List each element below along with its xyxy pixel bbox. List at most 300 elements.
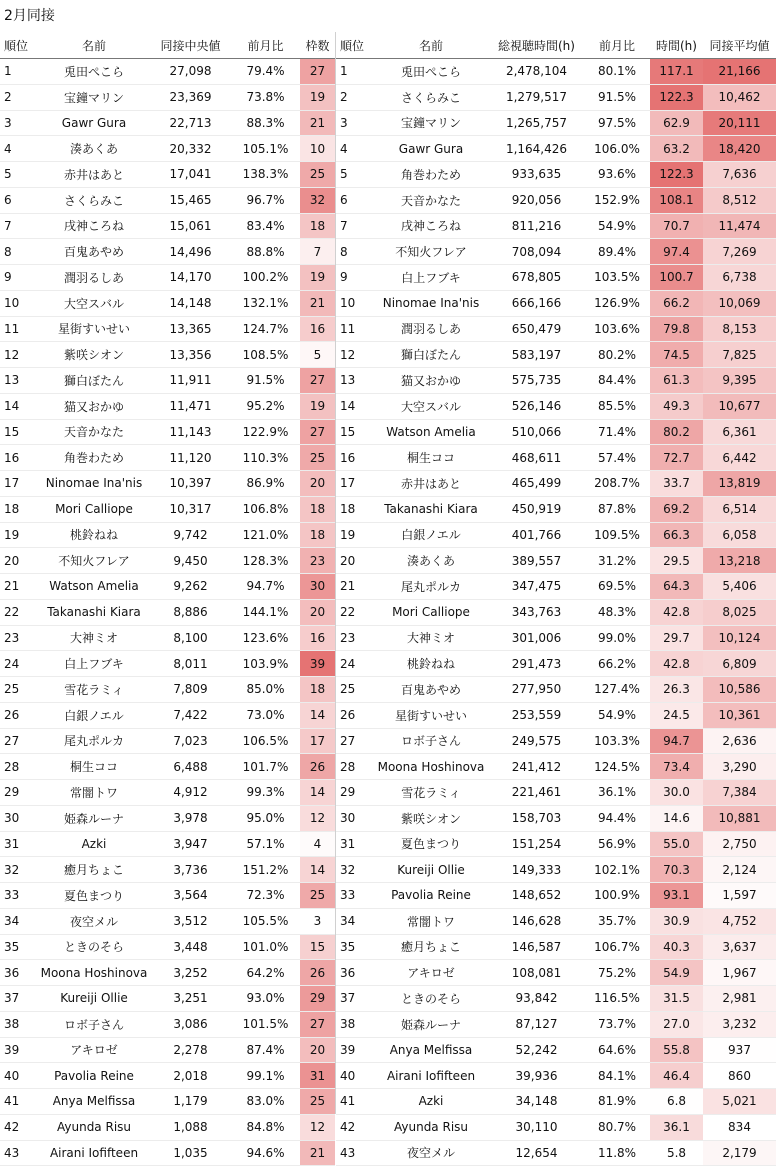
stream-hours-cell: 80.2 xyxy=(650,419,703,445)
table-row xyxy=(0,857,335,883)
name-cell: さくらみこ xyxy=(38,187,150,213)
median-viewers-cell: 1,088 xyxy=(150,1114,231,1140)
month-over-month-cell: 35.7% xyxy=(584,908,650,934)
name-cell: 桃鈴ねね xyxy=(373,651,489,677)
rank-cell: 9 xyxy=(0,265,38,291)
month-over-month-cell: 73.7% xyxy=(584,1011,650,1037)
median-viewers-cell: 14,496 xyxy=(150,239,231,265)
rank-cell: 22 xyxy=(0,599,38,625)
rank-cell: 15 xyxy=(336,419,373,445)
median-viewers-cell: 11,471 xyxy=(150,393,231,419)
column-header-rank[interactable]: 順位 xyxy=(336,32,373,59)
median-viewers-cell: 3,252 xyxy=(150,960,231,986)
median-viewers-cell: 7,422 xyxy=(150,702,231,728)
rank-cell: 37 xyxy=(336,986,373,1012)
rank-cell: 16 xyxy=(336,445,373,471)
median-viewers-cell: 9,450 xyxy=(150,548,231,574)
name-cell: 宝鐘マリン xyxy=(373,110,489,136)
total-watch-hours-cell: 468,611 xyxy=(489,445,584,471)
total-watch-hours-cell: 34,148 xyxy=(489,1089,584,1115)
name-cell: 夜空メル xyxy=(373,1140,489,1166)
stream-count-cell: 26 xyxy=(300,754,335,780)
table-row xyxy=(336,522,776,548)
name-cell: 癒月ちょこ xyxy=(373,934,489,960)
name-cell: Ninomae Ina'nis xyxy=(38,471,150,497)
month-over-month-cell: 132.1% xyxy=(231,290,300,316)
median-viewers-cell: 2,018 xyxy=(150,1063,231,1089)
stream-hours-cell: 29.5 xyxy=(650,548,703,574)
total-watch-hours-cell: 146,628 xyxy=(489,908,584,934)
table-row xyxy=(0,368,335,394)
name-cell: ときのそら xyxy=(38,934,150,960)
rank-cell: 7 xyxy=(0,213,38,239)
average-viewers-cell: 8,025 xyxy=(703,599,776,625)
stream-hours-cell: 122.3 xyxy=(650,84,703,110)
name-cell: 常闇トワ xyxy=(373,908,489,934)
name-cell: Anya Melfissa xyxy=(38,1089,150,1115)
stream-count-cell: 27 xyxy=(300,419,335,445)
rank-cell: 1 xyxy=(336,59,373,85)
total-watch-hours-cell: 108,081 xyxy=(489,960,584,986)
average-viewers-cell: 9,395 xyxy=(703,368,776,394)
name-cell: 不知火フレア xyxy=(38,548,150,574)
rank-cell: 10 xyxy=(0,290,38,316)
month-over-month-cell: 123.6% xyxy=(231,625,300,651)
stream-count-cell: 10 xyxy=(300,136,335,162)
name-cell: 猫又おかゆ xyxy=(373,368,489,394)
month-over-month-cell: 152.9% xyxy=(584,187,650,213)
stream-count-cell: 25 xyxy=(300,162,335,188)
total-watch-hours-cell: 249,575 xyxy=(489,728,584,754)
total-watch-hours-cell: 575,735 xyxy=(489,368,584,394)
table-row xyxy=(336,59,776,85)
rank-cell: 39 xyxy=(336,1037,373,1063)
rank-cell: 24 xyxy=(336,651,373,677)
stream-count-cell: 3 xyxy=(300,908,335,934)
rank-cell: 12 xyxy=(0,342,38,368)
median-viewers-cell: 3,251 xyxy=(150,986,231,1012)
rank-cell: 2 xyxy=(0,84,38,110)
table-row xyxy=(336,651,776,677)
total-watch-hours-cell: 301,006 xyxy=(489,625,584,651)
total-watch-hours-cell: 526,146 xyxy=(489,393,584,419)
rank-cell: 5 xyxy=(0,162,38,188)
median-viewers-cell: 22,713 xyxy=(150,110,231,136)
month-over-month-cell: 106.5% xyxy=(231,728,300,754)
month-over-month-cell: 103.9% xyxy=(231,651,300,677)
month-over-month-cell: 97.5% xyxy=(584,110,650,136)
stream-count-cell: 19 xyxy=(300,393,335,419)
rank-cell: 8 xyxy=(336,239,373,265)
median-viewers-cell: 15,061 xyxy=(150,213,231,239)
total-watch-hours-cell: 1,279,517 xyxy=(489,84,584,110)
month-over-month-cell: 138.3% xyxy=(231,162,300,188)
stream-count-cell: 20 xyxy=(300,471,335,497)
rank-cell: 14 xyxy=(336,393,373,419)
month-over-month-cell: 100.9% xyxy=(584,883,650,909)
name-cell: 夜空メル xyxy=(38,908,150,934)
name-cell: 雪花ラミィ xyxy=(373,780,489,806)
month-over-month-cell: 64.6% xyxy=(584,1037,650,1063)
rank-cell: 16 xyxy=(0,445,38,471)
stream-count-cell: 27 xyxy=(300,59,335,85)
name-cell: 夏色まつり xyxy=(38,883,150,909)
month-over-month-cell: 151.2% xyxy=(231,857,300,883)
month-over-month-cell: 36.1% xyxy=(584,780,650,806)
stream-count-cell: 17 xyxy=(300,728,335,754)
rank-cell: 25 xyxy=(336,677,373,703)
stream-count-cell: 39 xyxy=(300,651,335,677)
rank-cell: 8 xyxy=(0,239,38,265)
rank-cell: 14 xyxy=(0,393,38,419)
rank-cell: 27 xyxy=(336,728,373,754)
month-over-month-cell: 80.2% xyxy=(584,342,650,368)
table-row xyxy=(0,84,335,110)
stream-count-cell: 14 xyxy=(300,857,335,883)
column-header-average-viewers[interactable]: 同接平均値 xyxy=(703,32,776,59)
average-viewers-cell: 1,597 xyxy=(703,883,776,909)
table-row xyxy=(0,265,335,291)
month-over-month-cell: 95.0% xyxy=(231,805,300,831)
month-over-month-cell: 99.1% xyxy=(231,1063,300,1089)
rank-cell: 30 xyxy=(336,805,373,831)
average-viewers-cell: 2,750 xyxy=(703,831,776,857)
column-header-name[interactable]: 名前 xyxy=(38,32,150,59)
table-row xyxy=(0,677,335,703)
average-viewers-cell: 6,442 xyxy=(703,445,776,471)
table-row xyxy=(336,883,776,909)
column-header-month-over-month[interactable]: 前月比 xyxy=(231,32,300,59)
name-cell: Watson Amelia xyxy=(38,574,150,600)
rank-cell: 29 xyxy=(336,780,373,806)
average-viewers-cell: 6,361 xyxy=(703,419,776,445)
total-watch-hours-cell: 347,475 xyxy=(489,574,584,600)
median-viewers-cell: 4,912 xyxy=(150,780,231,806)
name-cell: 角巻わため xyxy=(373,162,489,188)
month-over-month-cell: 105.1% xyxy=(231,136,300,162)
rank-cell: 36 xyxy=(0,960,38,986)
total-watch-hours-cell: 277,950 xyxy=(489,677,584,703)
month-over-month-cell: 87.4% xyxy=(231,1037,300,1063)
rank-cell: 3 xyxy=(336,110,373,136)
median-viewers-cell: 3,512 xyxy=(150,908,231,934)
month-over-month-cell: 88.3% xyxy=(231,110,300,136)
table-row xyxy=(0,471,335,497)
table-row xyxy=(336,986,776,1012)
median-viewers-cell: 3,736 xyxy=(150,857,231,883)
name-cell: 天音かなた xyxy=(38,419,150,445)
rank-cell: 35 xyxy=(0,934,38,960)
name-cell: 紫咲シオン xyxy=(373,805,489,831)
stream-count-cell: 16 xyxy=(300,625,335,651)
stream-count-cell: 20 xyxy=(300,1037,335,1063)
total-watch-hours-cell: 678,805 xyxy=(489,265,584,291)
table-row xyxy=(336,213,776,239)
stream-hours-cell: 74.5 xyxy=(650,342,703,368)
stream-count-cell: 12 xyxy=(300,805,335,831)
total-watch-hours-cell: 465,499 xyxy=(489,471,584,497)
rank-cell: 40 xyxy=(336,1063,373,1089)
average-viewers-cell: 20,111 xyxy=(703,110,776,136)
table-row xyxy=(0,960,335,986)
rank-cell: 22 xyxy=(336,599,373,625)
table-row xyxy=(0,290,335,316)
stream-count-cell: 18 xyxy=(300,677,335,703)
table-row xyxy=(0,702,335,728)
stream-hours-cell: 79.8 xyxy=(650,316,703,342)
average-viewers-cell: 7,269 xyxy=(703,239,776,265)
month-over-month-cell: 103.6% xyxy=(584,316,650,342)
rank-cell: 35 xyxy=(336,934,373,960)
table-row xyxy=(336,805,776,831)
rank-cell: 30 xyxy=(0,805,38,831)
name-cell: Moona Hoshinova xyxy=(38,960,150,986)
stream-count-cell: 20 xyxy=(300,599,335,625)
rank-cell: 19 xyxy=(0,522,38,548)
table-row xyxy=(0,934,335,960)
stream-hours-cell: 27.0 xyxy=(650,1011,703,1037)
total-watch-hours-cell: 221,461 xyxy=(489,780,584,806)
total-watch-hours-cell: 343,763 xyxy=(489,599,584,625)
stream-hours-cell: 72.7 xyxy=(650,445,703,471)
table-row xyxy=(336,496,776,522)
month-over-month-cell: 94.4% xyxy=(584,805,650,831)
median-viewers-cell: 1,035 xyxy=(150,1140,231,1166)
table-row xyxy=(0,316,335,342)
stream-count-cell: 5 xyxy=(300,342,335,368)
month-over-month-cell: 64.2% xyxy=(231,960,300,986)
stream-hours-cell: 64.3 xyxy=(650,574,703,600)
rank-cell: 20 xyxy=(0,548,38,574)
total-watch-hours-cell: 450,919 xyxy=(489,496,584,522)
stream-count-cell: 4 xyxy=(300,831,335,857)
stream-hours-cell: 36.1 xyxy=(650,1114,703,1140)
name-cell: 赤井はあと xyxy=(38,162,150,188)
rank-cell: 10 xyxy=(336,290,373,316)
rank-cell: 34 xyxy=(0,908,38,934)
stream-hours-cell: 63.2 xyxy=(650,136,703,162)
total-watch-hours-cell: 39,936 xyxy=(489,1063,584,1089)
stream-hours-cell: 73.4 xyxy=(650,754,703,780)
table-row xyxy=(0,445,335,471)
rank-cell: 32 xyxy=(336,857,373,883)
rank-cell: 31 xyxy=(0,831,38,857)
average-viewers-cell: 10,124 xyxy=(703,625,776,651)
name-cell: 姫森ルーナ xyxy=(38,805,150,831)
median-viewers-table xyxy=(0,32,335,1166)
table-row xyxy=(336,728,776,754)
month-over-month-cell: 31.2% xyxy=(584,548,650,574)
month-over-month-cell: 66.2% xyxy=(584,651,650,677)
month-over-month-cell: 72.3% xyxy=(231,883,300,909)
stream-hours-cell: 61.3 xyxy=(650,368,703,394)
table-row xyxy=(0,883,335,909)
name-cell: Ayunda Risu xyxy=(38,1114,150,1140)
month-over-month-cell: 93.0% xyxy=(231,986,300,1012)
name-cell: 星街すいせい xyxy=(373,702,489,728)
name-cell: 猫又おかゆ xyxy=(38,393,150,419)
median-viewers-cell: 2,278 xyxy=(150,1037,231,1063)
average-viewers-cell: 10,069 xyxy=(703,290,776,316)
table-row xyxy=(336,162,776,188)
month-over-month-cell: 101.7% xyxy=(231,754,300,780)
stream-hours-cell: 70.3 xyxy=(650,857,703,883)
table-row xyxy=(336,780,776,806)
total-watch-hours-cell: 93,842 xyxy=(489,986,584,1012)
name-cell: Airani Iofifteen xyxy=(373,1063,489,1089)
name-cell: Kureiji Ollie xyxy=(38,986,150,1012)
column-header-median-viewers[interactable]: 同接中央値 xyxy=(150,32,231,59)
name-cell: 白銀ノエル xyxy=(38,702,150,728)
month-over-month-cell: 127.4% xyxy=(584,677,650,703)
table-row xyxy=(0,59,335,85)
stream-hours-cell: 14.6 xyxy=(650,805,703,831)
stream-count-cell: 26 xyxy=(300,960,335,986)
stream-hours-cell: 42.8 xyxy=(650,651,703,677)
column-header-stream-count[interactable]: 枠数 xyxy=(300,32,335,59)
total-watch-hours-cell: 146,587 xyxy=(489,934,584,960)
table-row xyxy=(0,136,335,162)
name-cell: 兎田ぺこら xyxy=(38,59,150,85)
total-watch-hours-cell: 158,703 xyxy=(489,805,584,831)
month-over-month-cell: 105.5% xyxy=(231,908,300,934)
rank-cell: 38 xyxy=(0,1011,38,1037)
rank-cell: 24 xyxy=(0,651,38,677)
rank-cell: 21 xyxy=(336,574,373,600)
month-over-month-cell: 106.8% xyxy=(231,496,300,522)
rank-cell: 6 xyxy=(0,187,38,213)
name-cell: 常闇トワ xyxy=(38,780,150,806)
stream-hours-cell: 46.4 xyxy=(650,1063,703,1089)
total-watch-time-table-body xyxy=(336,59,776,1166)
rank-cell: 9 xyxy=(336,265,373,291)
stream-hours-cell: 33.7 xyxy=(650,471,703,497)
median-viewers-cell: 27,098 xyxy=(150,59,231,85)
name-cell: Moona Hoshinova xyxy=(373,754,489,780)
month-over-month-cell: 128.3% xyxy=(231,548,300,574)
average-viewers-cell: 4,752 xyxy=(703,908,776,934)
average-viewers-cell: 3,637 xyxy=(703,934,776,960)
stream-count-cell: 21 xyxy=(300,1140,335,1166)
month-over-month-cell: 86.9% xyxy=(231,471,300,497)
table-row xyxy=(336,342,776,368)
table-row xyxy=(336,84,776,110)
column-header-month-over-month[interactable]: 前月比 xyxy=(584,32,650,59)
total-watch-hours-cell: 151,254 xyxy=(489,831,584,857)
average-viewers-cell: 10,462 xyxy=(703,84,776,110)
table-row xyxy=(336,290,776,316)
month-over-month-cell: 94.7% xyxy=(231,574,300,600)
table-row xyxy=(336,960,776,986)
table-row xyxy=(336,110,776,136)
median-viewers-cell: 20,332 xyxy=(150,136,231,162)
name-cell: 赤井はあと xyxy=(373,471,489,497)
month-over-month-cell: 102.1% xyxy=(584,857,650,883)
table-row xyxy=(0,496,335,522)
name-cell: Azki xyxy=(38,831,150,857)
table-row xyxy=(0,625,335,651)
table-row xyxy=(336,445,776,471)
name-cell: 百鬼あやめ xyxy=(373,677,489,703)
table-row xyxy=(0,548,335,574)
month-over-month-cell: 103.5% xyxy=(584,265,650,291)
table-row xyxy=(336,599,776,625)
column-header-total-watch-hours[interactable]: 総視聴時間(h) xyxy=(489,32,584,59)
rank-cell: 33 xyxy=(0,883,38,909)
month-over-month-cell: 48.3% xyxy=(584,599,650,625)
median-viewers-cell: 3,978 xyxy=(150,805,231,831)
rank-cell: 17 xyxy=(336,471,373,497)
rank-cell: 27 xyxy=(0,728,38,754)
column-header-stream-hours[interactable]: 時間(h) xyxy=(650,32,703,59)
table-header-row xyxy=(0,32,335,59)
month-over-month-cell: 94.6% xyxy=(231,1140,300,1166)
average-viewers-cell: 2,636 xyxy=(703,728,776,754)
stream-count-cell: 27 xyxy=(300,1011,335,1037)
total-watch-hours-cell: 1,265,757 xyxy=(489,110,584,136)
name-cell: さくらみこ xyxy=(373,84,489,110)
table-row xyxy=(336,471,776,497)
median-viewers-cell: 14,170 xyxy=(150,265,231,291)
column-header-name[interactable]: 名前 xyxy=(373,32,489,59)
table-row xyxy=(336,548,776,574)
month-over-month-cell: 124.5% xyxy=(584,754,650,780)
month-over-month-cell: 11.8% xyxy=(584,1140,650,1166)
stream-hours-cell: 42.8 xyxy=(650,599,703,625)
rank-cell: 25 xyxy=(0,677,38,703)
table-row xyxy=(0,805,335,831)
table-row xyxy=(0,728,335,754)
rank-cell: 41 xyxy=(336,1089,373,1115)
name-cell: 湊あくあ xyxy=(373,548,489,574)
stream-count-cell: 14 xyxy=(300,702,335,728)
average-viewers-cell: 6,809 xyxy=(703,651,776,677)
stream-hours-cell: 97.4 xyxy=(650,239,703,265)
table-row xyxy=(0,162,335,188)
name-cell: 角巻わため xyxy=(38,445,150,471)
column-header-rank[interactable]: 順位 xyxy=(0,32,38,59)
name-cell: 獅白ぼたん xyxy=(38,368,150,394)
name-cell: ときのそら xyxy=(373,986,489,1012)
table-row xyxy=(0,1011,335,1037)
average-viewers-cell: 3,232 xyxy=(703,1011,776,1037)
month-over-month-cell: 69.5% xyxy=(584,574,650,600)
month-over-month-cell: 99.3% xyxy=(231,780,300,806)
rank-cell: 17 xyxy=(0,471,38,497)
month-over-month-cell: 73.8% xyxy=(231,84,300,110)
stream-count-cell: 19 xyxy=(300,84,335,110)
month-over-month-cell: 84.8% xyxy=(231,1114,300,1140)
total-watch-hours-cell: 583,197 xyxy=(489,342,584,368)
table-row xyxy=(336,1114,776,1140)
month-over-month-cell: 84.1% xyxy=(584,1063,650,1089)
month-over-month-cell: 95.2% xyxy=(231,393,300,419)
stream-count-cell: 25 xyxy=(300,883,335,909)
name-cell: Ayunda Risu xyxy=(373,1114,489,1140)
table-row xyxy=(0,599,335,625)
table-row xyxy=(336,831,776,857)
table-row xyxy=(0,239,335,265)
rank-cell: 19 xyxy=(336,522,373,548)
month-over-month-cell: 80.7% xyxy=(584,1114,650,1140)
table-row xyxy=(0,1140,335,1166)
average-viewers-cell: 2,124 xyxy=(703,857,776,883)
month-over-month-cell: 80.1% xyxy=(584,59,650,85)
stream-count-cell: 7 xyxy=(300,239,335,265)
stream-count-cell: 30 xyxy=(300,574,335,600)
month-over-month-cell: 75.2% xyxy=(584,960,650,986)
stream-count-cell: 27 xyxy=(300,368,335,394)
